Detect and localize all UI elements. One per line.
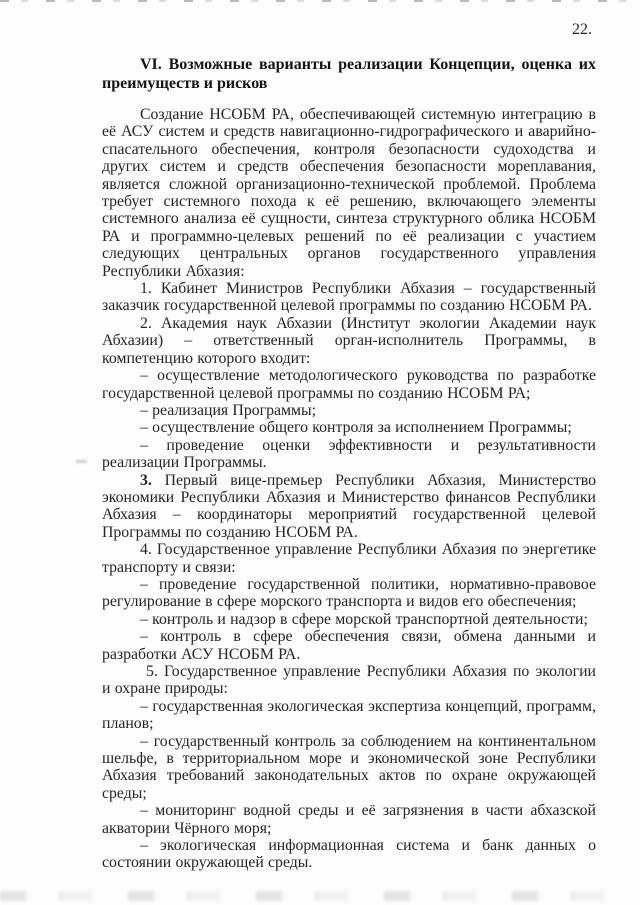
section-heading: VI. Возможные варианты реализации Концепции, оценка их преимуществ и рисков [102, 56, 596, 92]
page-content [102, 55, 596, 872]
paragraph-item-5-ecology: 5. Государственное управление Республики Абхазия по экологии и охране природы: [102, 663, 596, 698]
list-item-general-control: – осуществление общего контроля за исполнением Программы; [140, 419, 572, 437]
list-item-methodological-guidance: – осуществление методологического руководства по разработке государственной целевой программы по созданию НСОБМ РА; [102, 367, 596, 402]
list-item-shelf-control: – государственный контроль за соблюдением на континентальном шельфе, в территориальном море и экономической зоне Республики Абхазия требований законодательных актов по охране окружающей среды; [102, 732, 596, 802]
scan-artifact-bottom [0, 891, 640, 901]
page-number: 22. [572, 21, 592, 38]
item-number: 3. [140, 471, 152, 489]
list-item-communications-control: – контроль в сфере обеспечения связи, обмена данными и разработки АСУ НСОБМ РА. [102, 628, 596, 663]
list-item-state-policy: – проведение государственной политики, нормативно-правовое регулирование в сфере морского транспорта и видов его обеспечения; [102, 575, 596, 611]
list-item-maritime-transport-control: – контроль и надзор в сфере морской транспортной деятельности; [140, 610, 588, 628]
paragraph-item-2-academy: 2. Академия наук Абхазии (Институт экологии Академии наук Абхазии) – ответственный орган-исполнитель Программы, в компетенцию которого входит: [102, 314, 596, 367]
list-item-program-implementation: – реализация Программы; [140, 401, 317, 419]
list-item-ecological-expertise: – государственная экологическая экспертиза концепций, программ, планов; [102, 697, 596, 733]
paragraph-item-4-energy-transport: 4. Государственное управление Республики Абхазия по энергетике транспорту и связи: [102, 541, 596, 576]
paragraph-intro: Создание НСОБМ РА, обеспечивающей системную интеграцию в её АСУ систем и средств навигационно-гидрографического и аварийно-спасательного обеспечения, контроля безопасности судоходства и других систем и средств обеспечения безопасности мореплавания, является сложной организационно-технической проблемой. Проблема требует системного похода к её решению, включающего элементы системного анализа её сущности, синтеза структурного облика НСОБМ РА и программно-целевых решений по её реализации с участием следующих центральных органов государственного управления Республики Абхазия: [102, 106, 596, 280]
list-item-water-monitoring: – мониторинг водной среды и её загрязнения в части абхазской акватории Чёрного моря; [102, 802, 596, 837]
item-text: Первый вице-премьер Республики Абхазия, Министерство экономики Республики Абхазия и Министерство финансов Республики Абхазия – координаторы мероприятий государственной целевой Программы по созданию НСОБМ РА. [102, 471, 596, 541]
scan-artifact-speck [76, 460, 87, 463]
list-item-effectiveness-assessment: – проведение оценки эффективности и результативности реализации Программы. [102, 436, 596, 472]
paragraph-item-1-cabinet: 1. Кабинет Министров Республики Абхазия – государственный заказчик государственной целевой программы по созданию НСОБМ РА. [102, 280, 596, 315]
list-item-eco-information-system: – экологическая информационная система и банк данных о состоянии окружающей среды. [102, 837, 596, 872]
paragraph-item-3-vice-premier [102, 472, 596, 542]
scan-artifact-top [0, 0, 640, 2]
